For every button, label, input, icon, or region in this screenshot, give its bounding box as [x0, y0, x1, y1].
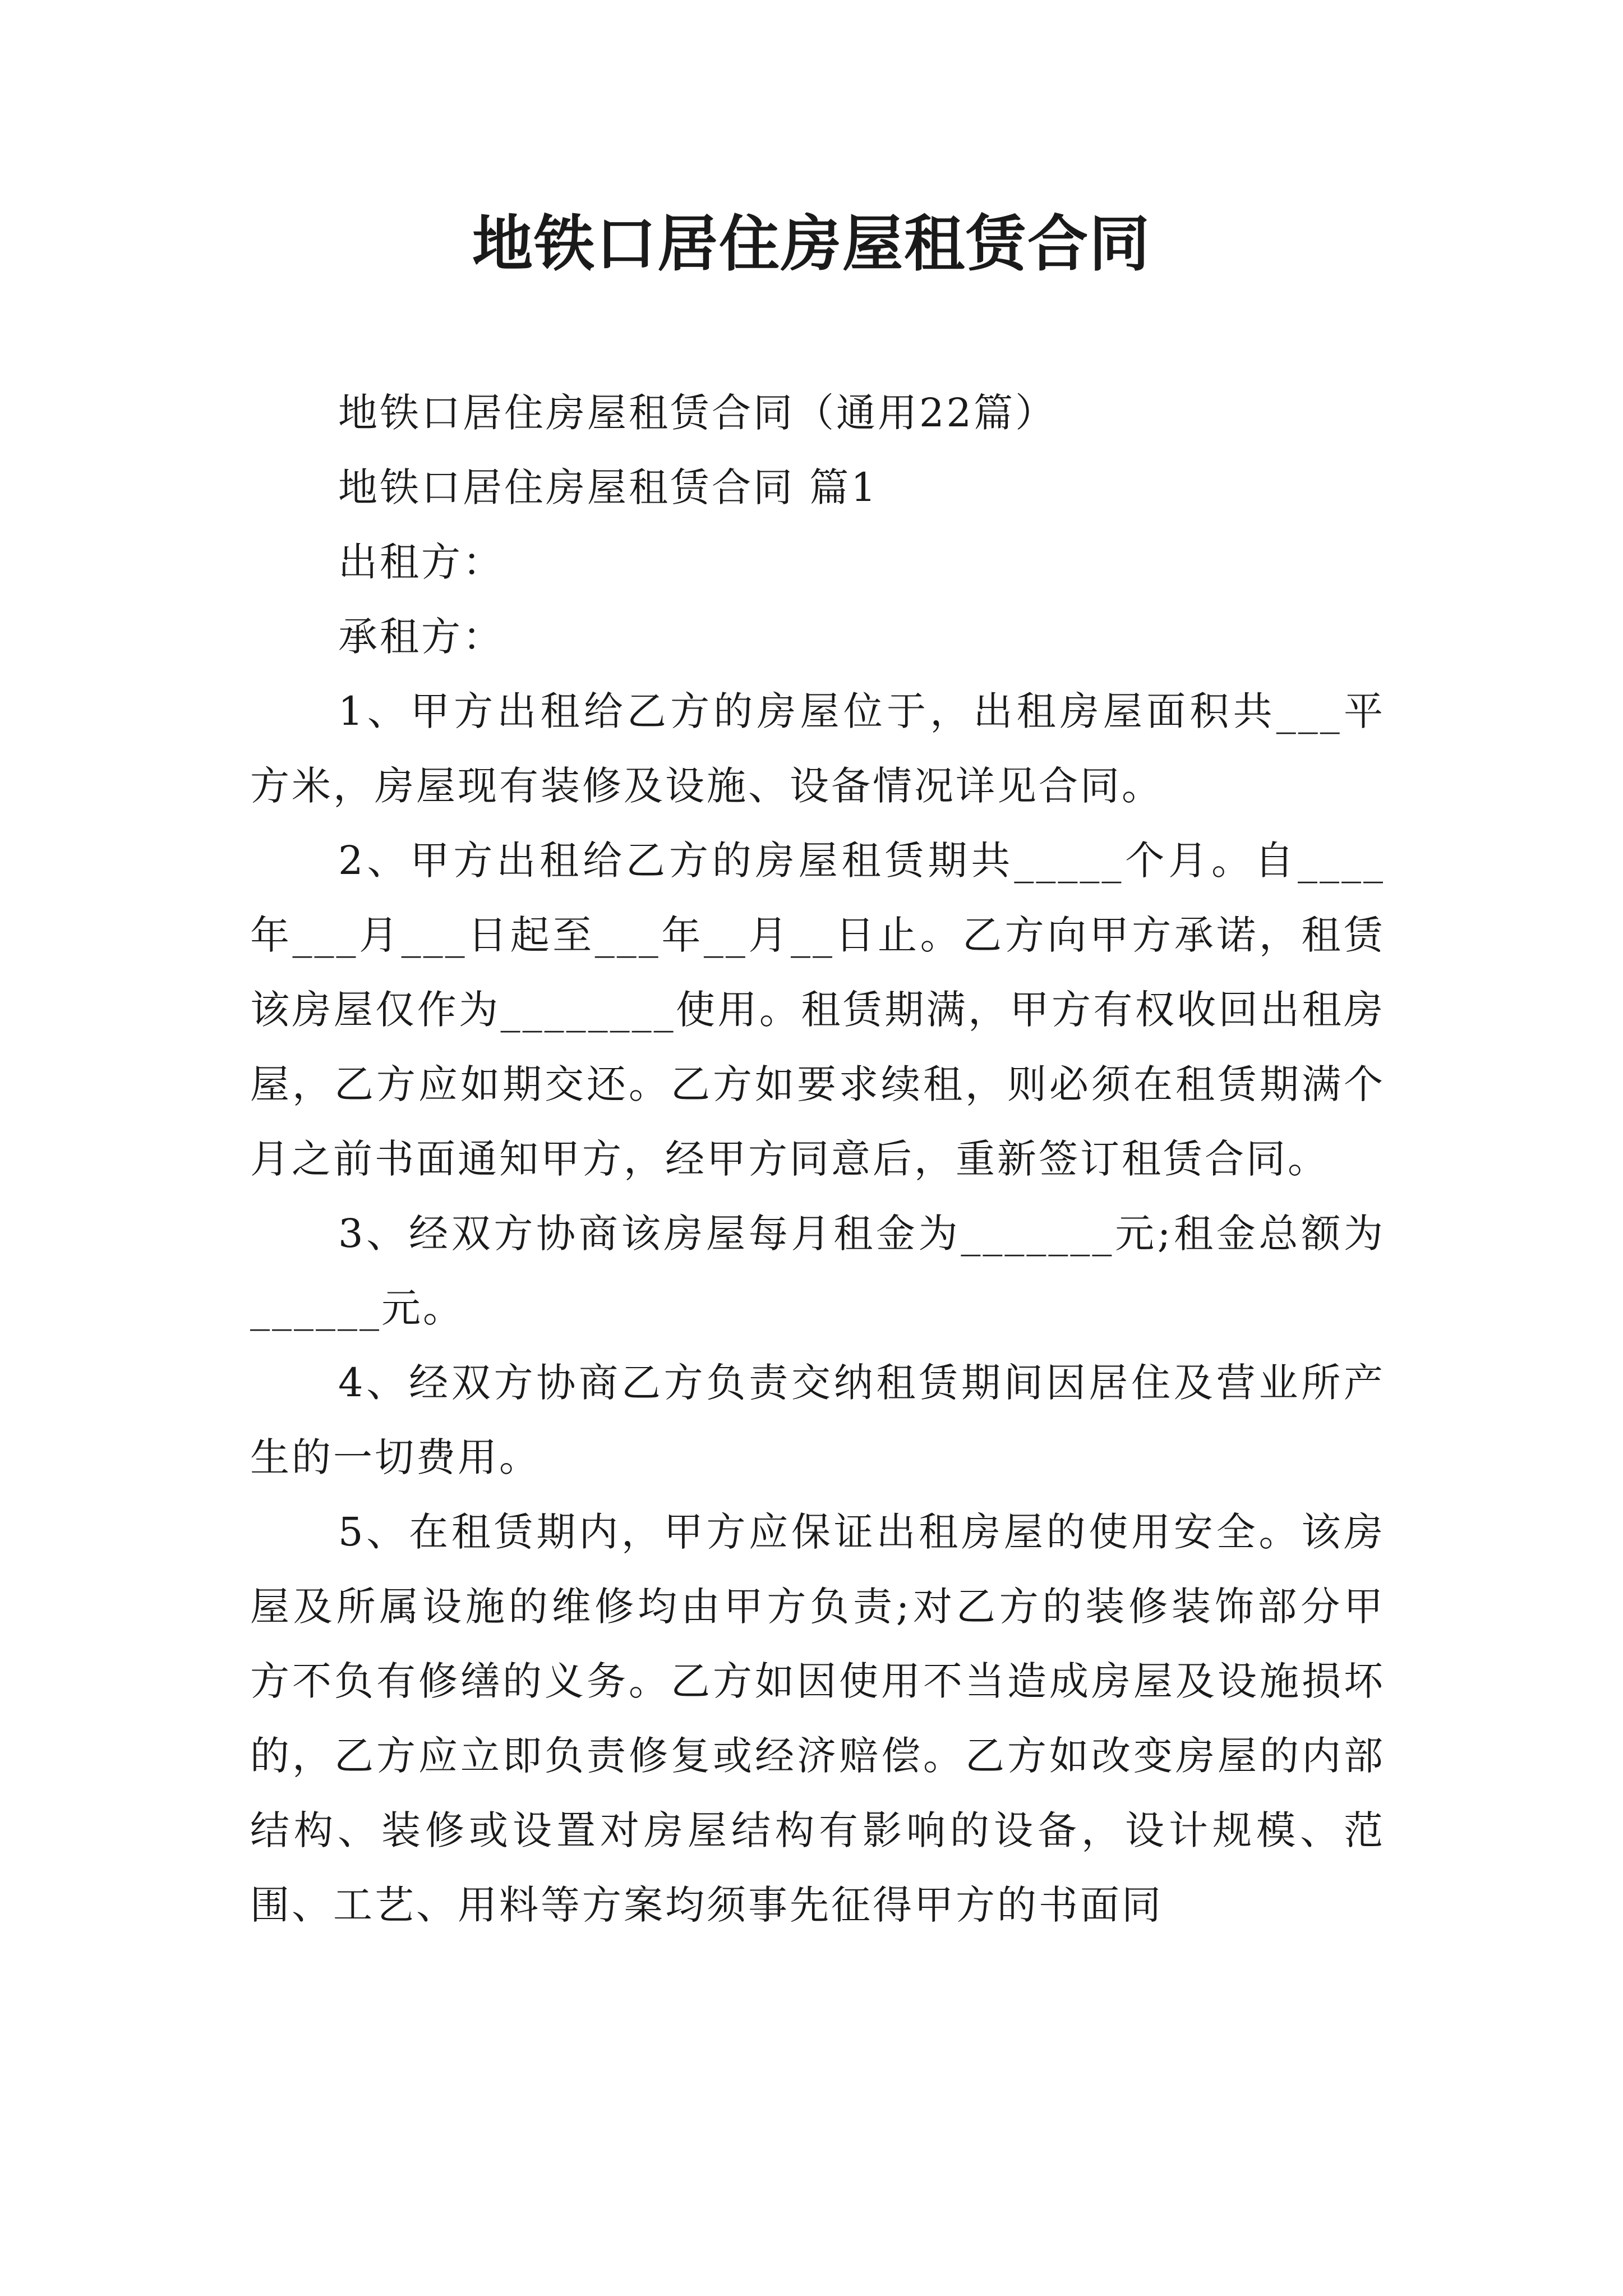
clause-3: 3、经双方协商该房屋每月租金为_______元;租金总额为______元。 — [250, 1211, 1385, 1331]
clause-5: 5、在租赁期内，甲方应保证出租房屋的使用安全。该房屋及所属设施的维修均由甲方负责;对乙方的装修装饰部分甲方不负有修缮的义务。乙方如因使用不当造成房屋及设施损坏的，乙方应立即负责修复或经济赔偿。乙方如改变房屋的内部结构、装修或设置对房屋结构有影响的设备，设计规模、范围、工艺、用料等方案均须事先征得甲方的书面同 — [250, 1509, 1385, 1928]
clause-2: 2、甲方出租给乙方的房屋租赁期共_____个月。自____年___月___日起至___年__月__日止。乙方向甲方承诺，租赁该房屋仅作为________使用。租赁期满，甲方有权收回出租房屋，乙方应如期交还。乙方如要求续租，则必须在租赁期满个月之前书面通知甲方，经甲方同意后，重新签订租赁合同。 — [250, 838, 1385, 1182]
document-subtitle: 地铁口居住房屋租赁合同（通用22篇） — [338, 390, 1057, 436]
clause-1: 1、甲方出租给乙方的房屋位于，出租房屋面积共___平方米，房屋现有装修及设施、设备情况详见合同。 — [250, 688, 1385, 809]
section-heading: 地铁口居住房屋租赁合同 篇1 — [338, 464, 878, 510]
lessor-field: 出租方： — [338, 539, 504, 585]
document-body — [250, 376, 1385, 1943]
lessee-field: 承租方： — [338, 614, 504, 660]
document-title: 地铁口居住房屋租赁合同 — [472, 209, 1151, 279]
clause-4: 4、经双方协商乙方负责交纳租赁期间因居住及营业所产生的一切费用。 — [250, 1360, 1385, 1480]
